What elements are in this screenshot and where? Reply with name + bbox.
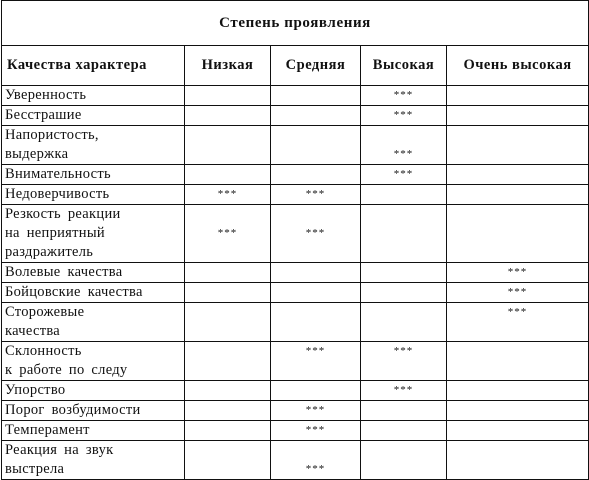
mark-high: ***	[361, 106, 447, 126]
mark-low: ***	[185, 205, 271, 263]
mark-high: ***	[361, 165, 447, 185]
mark-high: ***	[361, 126, 447, 165]
mark-medium: ***	[271, 441, 361, 480]
mark-very-high	[447, 185, 589, 205]
mark-very-high	[447, 342, 589, 381]
trait-cell: Бесстрашие	[2, 106, 185, 126]
mark-very-high	[447, 381, 589, 401]
table-row	[2, 86, 589, 106]
header-row	[2, 46, 589, 86]
table-title: Степень проявления	[2, 1, 589, 46]
mark-low	[185, 421, 271, 441]
table-row	[2, 421, 589, 441]
trait-cell: Уверенность	[2, 86, 185, 106]
mark-high	[361, 303, 447, 342]
mark-medium: ***	[271, 421, 361, 441]
header-very-high: Очень высокая	[447, 46, 589, 86]
trait-cell: Напористость, выдержка	[2, 126, 185, 165]
table-row	[2, 263, 589, 283]
mark-low	[185, 381, 271, 401]
mark-very-high	[447, 86, 589, 106]
title-row	[2, 1, 589, 46]
trait-cell: Недоверчивость	[2, 185, 185, 205]
mark-medium: ***	[271, 185, 361, 205]
mark-low	[185, 283, 271, 303]
header-trait: Качества характера	[2, 46, 185, 86]
mark-low	[185, 401, 271, 421]
table-row	[2, 106, 589, 126]
trait-cell: Бойцовские качества	[2, 283, 185, 303]
header-high: Высокая	[361, 46, 447, 86]
mark-high	[361, 283, 447, 303]
mark-low	[185, 86, 271, 106]
mark-medium	[271, 381, 361, 401]
mark-medium	[271, 165, 361, 185]
table-row	[2, 205, 589, 263]
mark-low	[185, 165, 271, 185]
mark-very-high	[447, 165, 589, 185]
mark-high	[361, 441, 447, 480]
mark-medium	[271, 106, 361, 126]
mark-very-high	[447, 441, 589, 480]
mark-low	[185, 342, 271, 381]
mark-medium	[271, 126, 361, 165]
mark-low	[185, 441, 271, 480]
table-row	[2, 303, 589, 342]
table-row	[2, 381, 589, 401]
mark-very-high: ***	[447, 263, 589, 283]
mark-low	[185, 126, 271, 165]
mark-very-high: ***	[447, 303, 589, 342]
mark-high: ***	[361, 86, 447, 106]
table-row	[2, 185, 589, 205]
table-row	[2, 342, 589, 381]
mark-medium: ***	[271, 401, 361, 421]
trait-cell: Сторожевые качества	[2, 303, 185, 342]
table-row	[2, 165, 589, 185]
trait-cell: Волевые качества	[2, 263, 185, 283]
mark-very-high	[447, 421, 589, 441]
trait-cell: Внимательность	[2, 165, 185, 185]
mark-high	[361, 263, 447, 283]
mark-high	[361, 401, 447, 421]
trait-cell: Упорство	[2, 381, 185, 401]
trait-cell: Темперамент	[2, 421, 185, 441]
mark-medium: ***	[271, 342, 361, 381]
mark-low	[185, 106, 271, 126]
mark-medium	[271, 303, 361, 342]
table-row	[2, 441, 589, 480]
mark-medium: ***	[271, 205, 361, 263]
mark-very-high	[447, 126, 589, 165]
trait-cell: Порог возбудимости	[2, 401, 185, 421]
trait-cell: Склонность к работе по следу	[2, 342, 185, 381]
temperament-table	[1, 0, 589, 480]
header-medium: Средняя	[271, 46, 361, 86]
mark-high: ***	[361, 342, 447, 381]
mark-high	[361, 421, 447, 441]
mark-high	[361, 185, 447, 205]
mark-high: ***	[361, 381, 447, 401]
mark-low: ***	[185, 185, 271, 205]
mark-low	[185, 303, 271, 342]
table-row	[2, 401, 589, 421]
mark-very-high	[447, 401, 589, 421]
mark-low	[185, 263, 271, 283]
mark-medium	[271, 263, 361, 283]
mark-medium	[271, 283, 361, 303]
trait-cell: Резкость реакции на неприятный раздражитель	[2, 205, 185, 263]
mark-very-high	[447, 205, 589, 263]
table-row	[2, 126, 589, 165]
mark-high	[361, 205, 447, 263]
mark-medium	[271, 86, 361, 106]
mark-very-high	[447, 106, 589, 126]
header-low: Низкая	[185, 46, 271, 86]
mark-very-high: ***	[447, 283, 589, 303]
trait-cell: Реакция на звук выстрела	[2, 441, 185, 480]
table-row	[2, 283, 589, 303]
